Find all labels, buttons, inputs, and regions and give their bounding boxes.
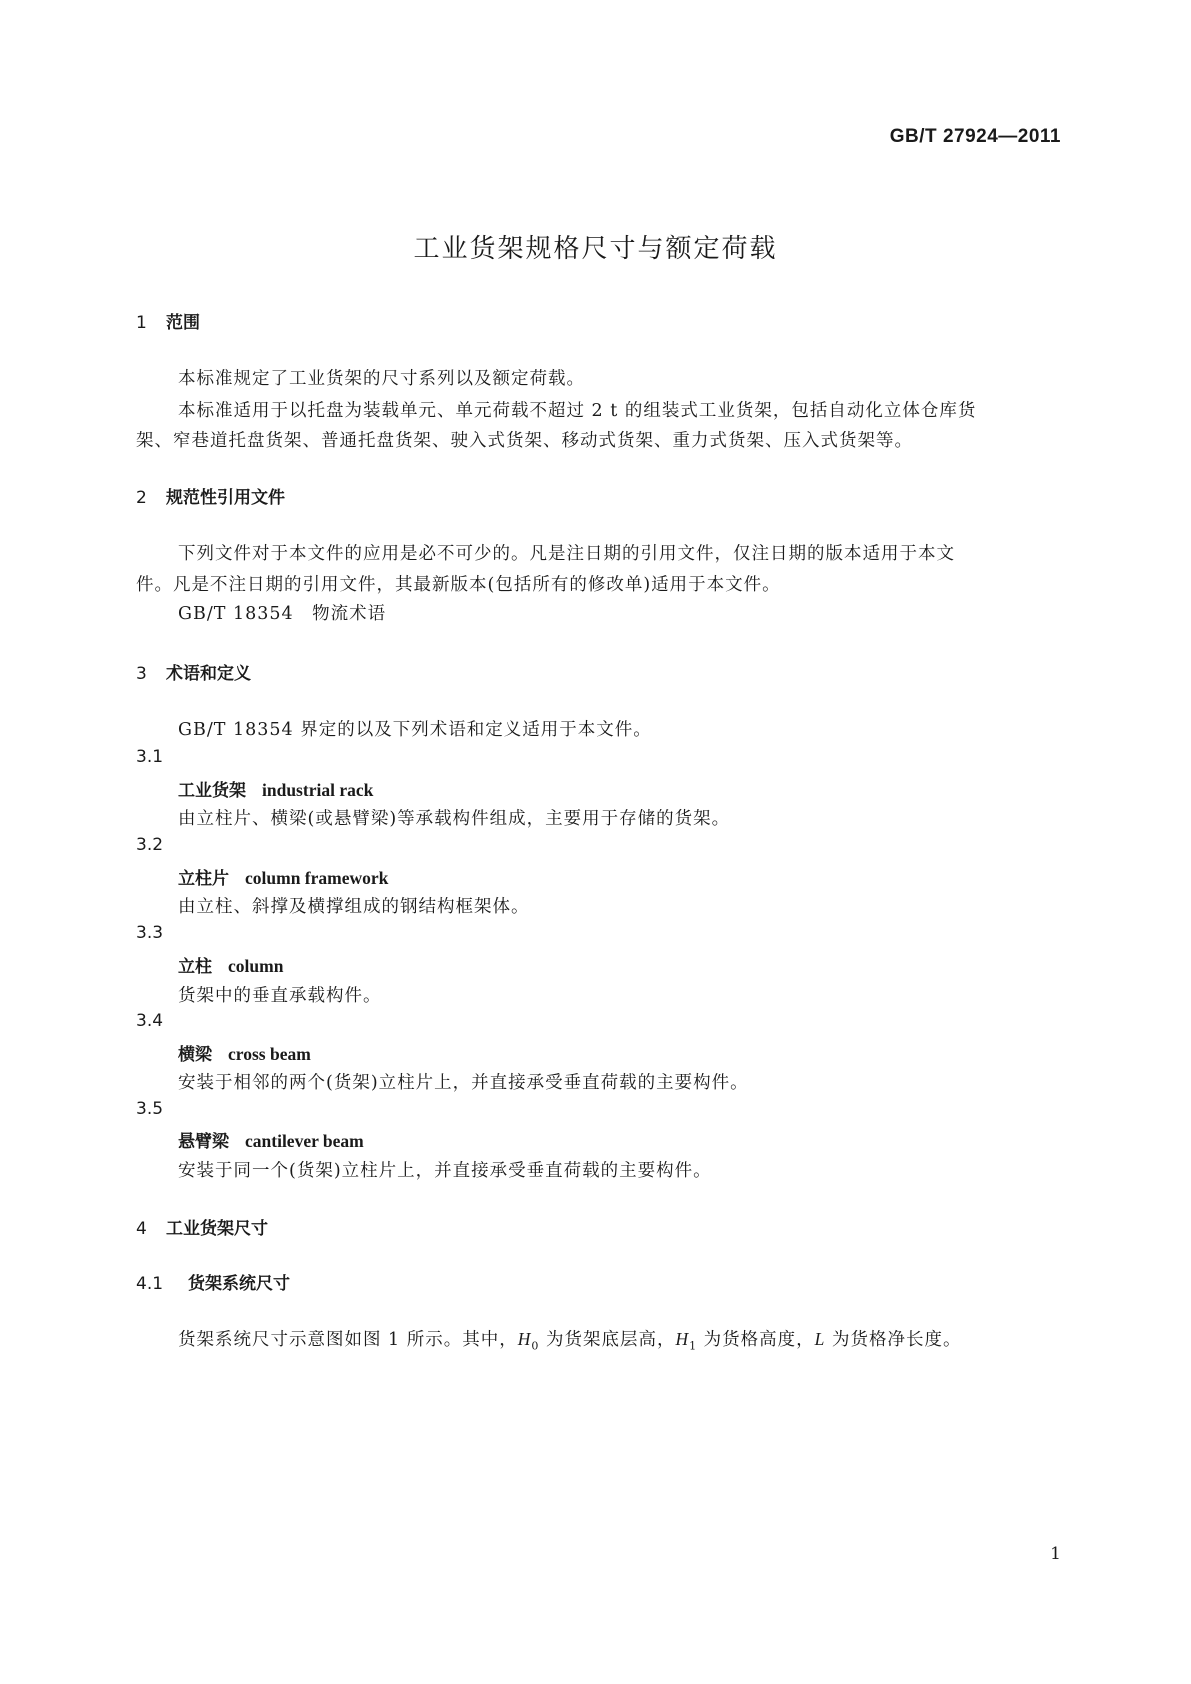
clause-number: 3.3 <box>136 923 164 943</box>
term-definition: 货架中的垂直承载构件。 <box>178 986 382 1006</box>
term-heading <box>178 952 283 977</box>
term-heading <box>178 864 388 889</box>
term-zh: 横梁 <box>178 1045 212 1065</box>
section-title: 范围 <box>166 313 200 333</box>
normative-reference: GB/T 18354 物流术语 <box>178 604 387 624</box>
term-zh: 立柱 <box>178 957 212 977</box>
var-h1: H <box>675 1329 690 1349</box>
paragraph: GB/T 18354 界定的以及下列术语和定义适用于本文件。 <box>178 720 652 740</box>
section-number: 4 <box>136 1219 147 1239</box>
section-title: 术语和定义 <box>166 664 251 684</box>
section-title: 规范性引用文件 <box>166 488 285 508</box>
clause-number: 3.1 <box>136 747 164 767</box>
paragraph <box>178 1326 961 1353</box>
text-run: 为货格高度， <box>697 1330 815 1350</box>
subsection-number: 4.1 <box>136 1274 164 1294</box>
var-h0: H <box>517 1329 532 1349</box>
term-definition: 由立柱、斜撑及横撑组成的钢结构框架体。 <box>178 897 530 917</box>
term-heading <box>178 1127 364 1152</box>
term-definition: 由立柱片、横梁(或悬臂梁)等承载构件组成，主要用于存储的货架。 <box>178 809 731 829</box>
section-3-heading <box>136 659 251 684</box>
term-heading <box>178 1040 311 1065</box>
paragraph-continuation: 架、窄巷道托盘货架、普通托盘货架、驶入式货架、移动式货架、重力式货架、压入式货架等。 <box>136 431 913 451</box>
subsection-title: 货架系统尺寸 <box>188 1274 290 1294</box>
paragraph: 本标准适用于以托盘为装载单元、单元荷载不超过 2 t 的组装式工业货架，包括自动化立体仓库货 <box>178 401 977 421</box>
standard-code: GB/T 27924—2011 <box>889 126 1061 147</box>
clause-number: 3.2 <box>136 835 164 855</box>
clause-number: 3.4 <box>136 1011 164 1031</box>
clause-number: 3.5 <box>136 1099 164 1119</box>
subsection-4-1-heading <box>136 1269 290 1294</box>
term-zh: 悬臂梁 <box>178 1132 229 1152</box>
term-heading <box>178 776 373 801</box>
paragraph: 下列文件对于本文件的应用是必不可少的。凡是注日期的引用文件，仅注日期的版本适用于本文 <box>178 544 955 564</box>
paragraph: 本标准规定了工业货架的尺寸系列以及额定荷载。 <box>178 369 585 389</box>
term-en: cross beam <box>228 1044 311 1064</box>
var-l: L <box>814 1329 826 1349</box>
page-number: 1 <box>1050 1544 1061 1564</box>
section-4-heading <box>136 1214 268 1239</box>
term-definition: 安装于同一个(货架)立柱片上，并直接承受垂直荷载的主要构件。 <box>178 1161 712 1181</box>
term-zh: 工业货架 <box>178 781 246 801</box>
term-en: column framework <box>245 868 389 888</box>
section-number: 3 <box>136 664 147 684</box>
section-title: 工业货架尺寸 <box>166 1219 268 1239</box>
paragraph-continuation: 件。凡是不注日期的引用文件，其最新版本(包括所有的修改单)适用于本文件。 <box>136 575 781 595</box>
text-run: 为货格净长度。 <box>825 1330 962 1350</box>
section-1-heading <box>136 308 200 333</box>
subscript-1: 1 <box>689 1339 698 1353</box>
term-en: industrial rack <box>262 780 374 800</box>
document-title: 工业货架规格尺寸与额定荷载 <box>413 234 778 264</box>
term-en: cantilever beam <box>245 1131 364 1151</box>
text-run: 为货架底层高， <box>539 1330 676 1350</box>
section-number: 1 <box>136 313 147 333</box>
subscript-0: 0 <box>531 1339 540 1353</box>
text-run: 货架系统尺寸示意图如图 1 所示。其中， <box>178 1330 518 1350</box>
term-en: column <box>228 956 284 976</box>
term-zh: 立柱片 <box>178 869 229 889</box>
term-definition: 安装于相邻的两个(货架)立柱片上，并直接承受垂直荷载的主要构件。 <box>178 1073 749 1093</box>
section-number: 2 <box>136 488 147 508</box>
section-2-heading <box>136 483 285 508</box>
